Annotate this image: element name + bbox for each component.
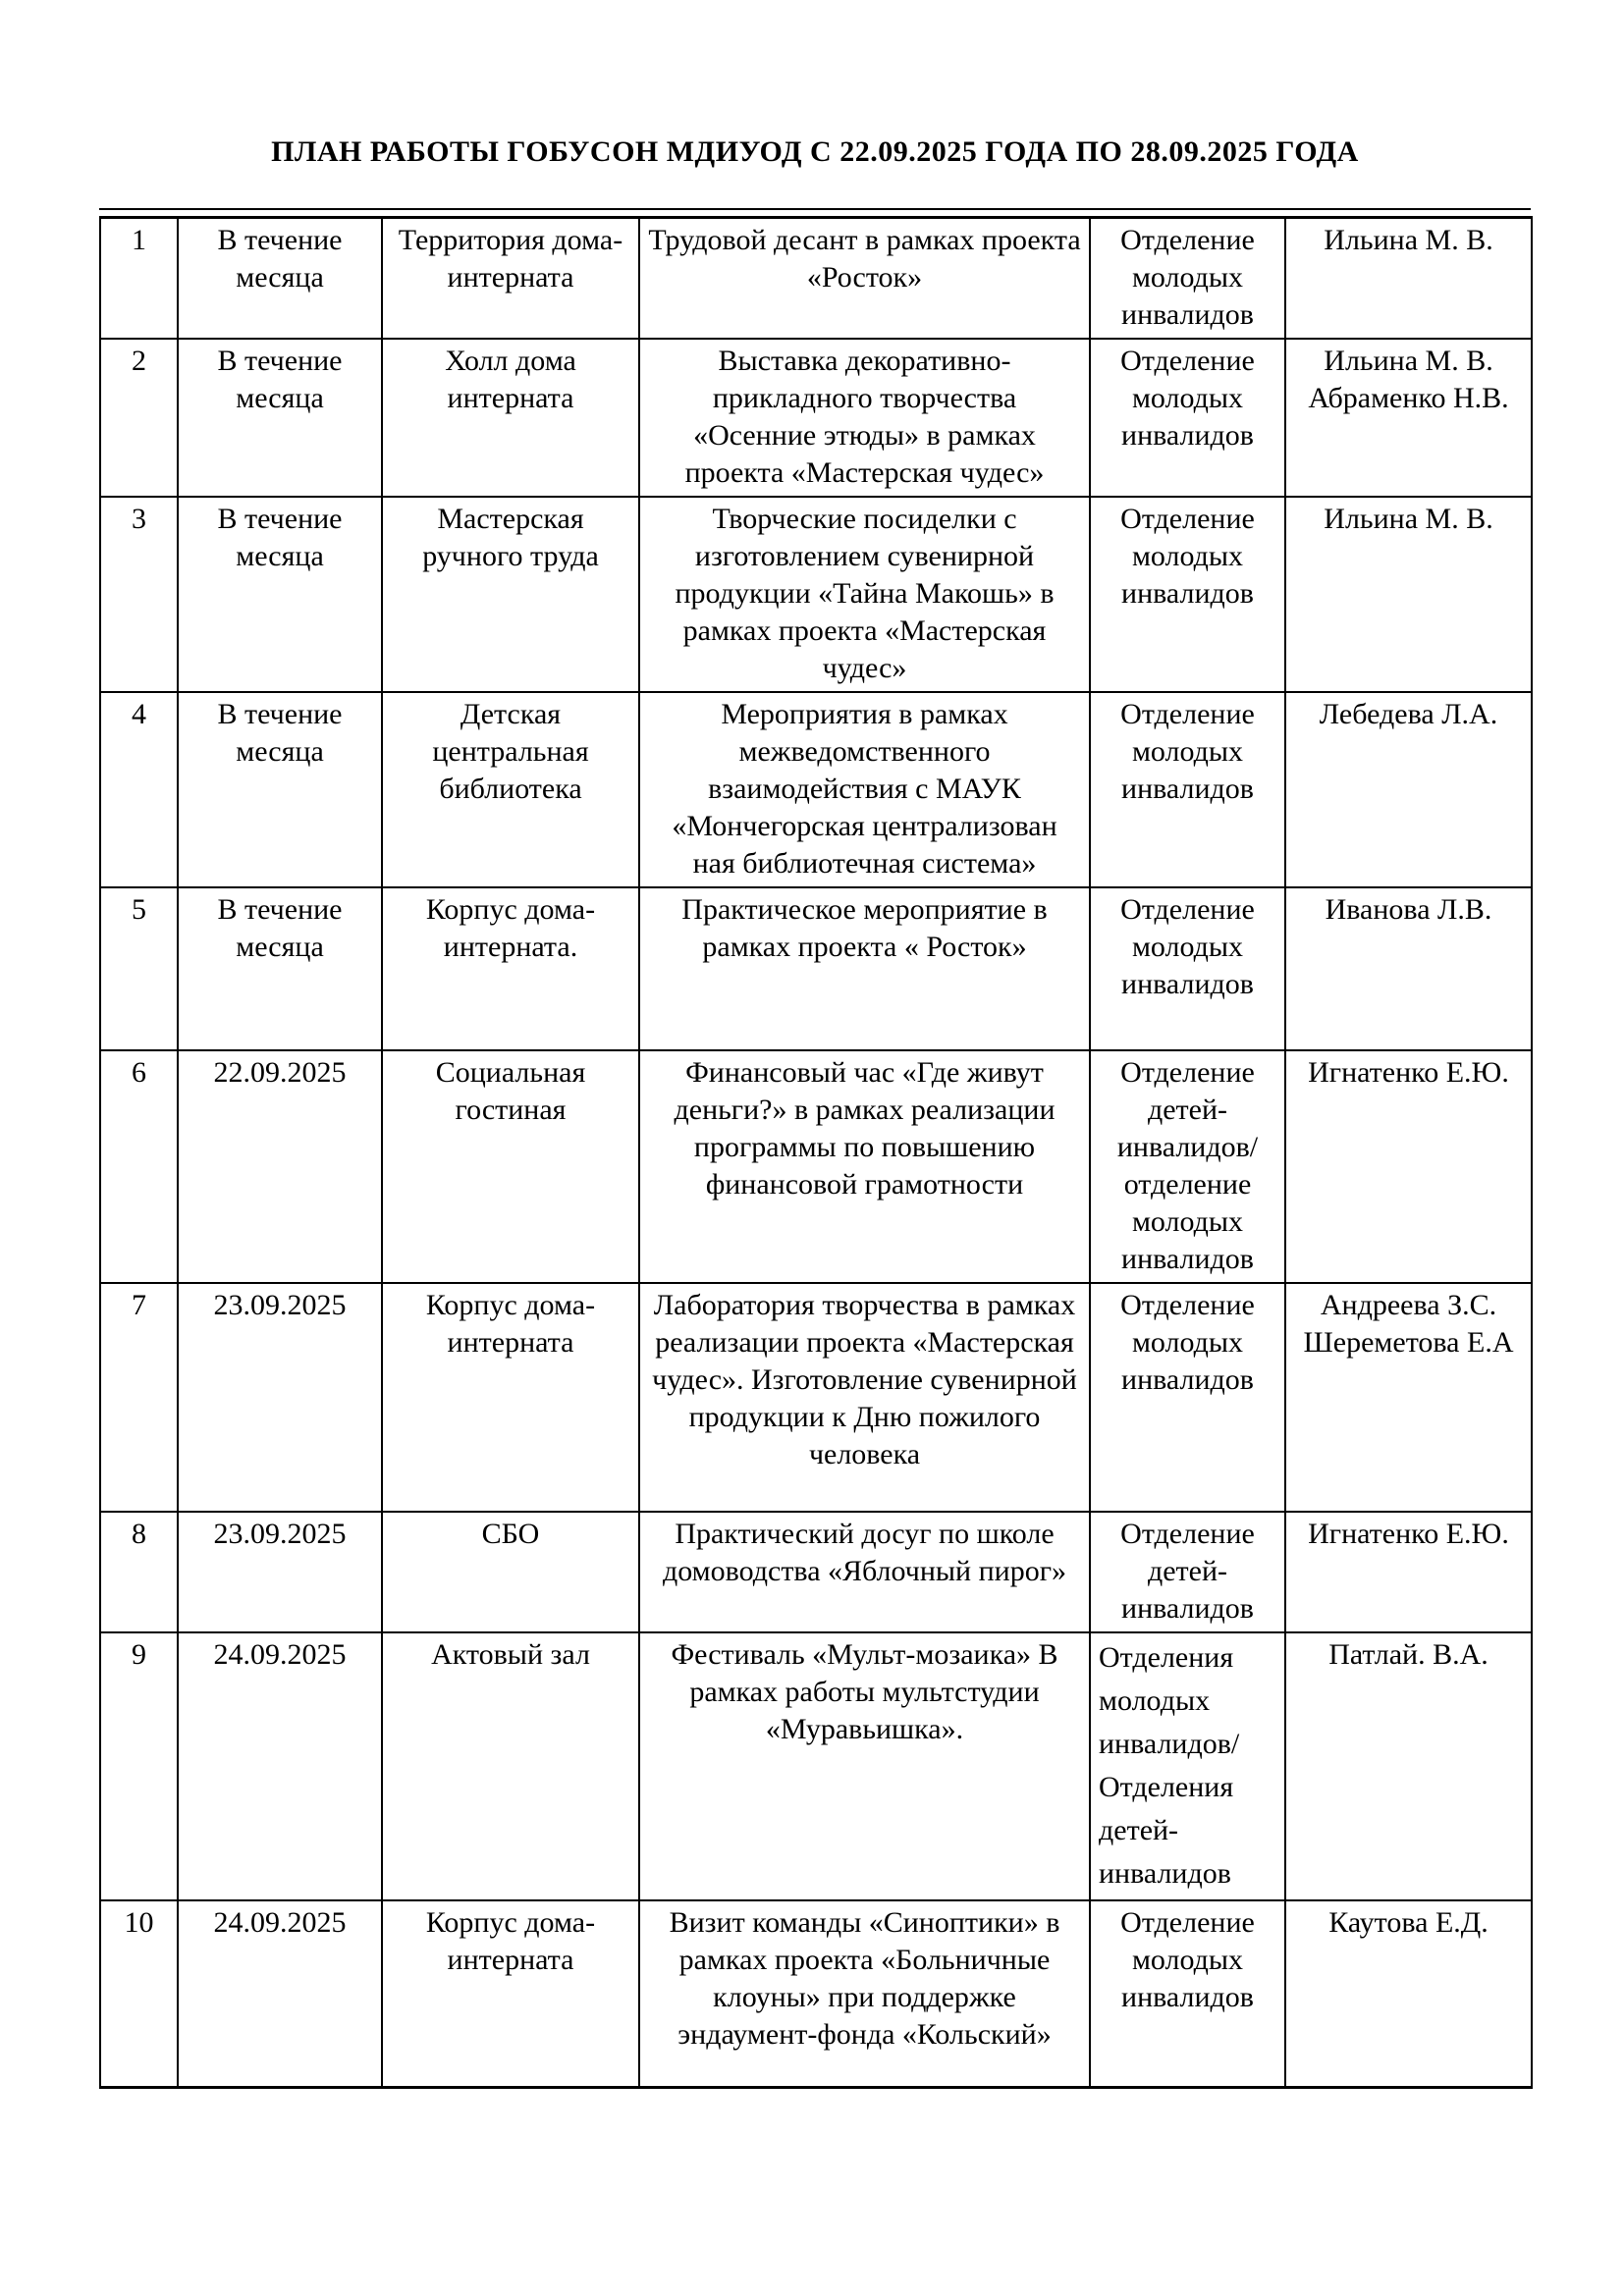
cell-responsible: Игнатенко Е.Ю.: [1285, 1050, 1532, 1283]
work-plan-table: [99, 216, 1533, 2089]
cell-event: Практическое мероприятие в рамках проекта « Росток»: [639, 887, 1090, 1050]
cell-date: В течение месяца: [178, 339, 382, 497]
cell-location: Корпус дома-интерната.: [382, 887, 639, 1050]
cell-responsible: Каутова Е.Д.: [1285, 1900, 1532, 2087]
cell-responsible: Игнатенко Е.Ю.: [1285, 1512, 1532, 1632]
cell-event: Мероприятия в рамках межведомственного взаимодействия с МАУК «Мончегорская централизован ная библиотечная система»: [639, 692, 1090, 887]
cell-responsible: Ильина М. В.: [1285, 497, 1532, 692]
table-row: [100, 1512, 1532, 1632]
cell-department: Отделение детей-инвалидов: [1090, 1512, 1285, 1632]
cell-location: Актовый зал: [382, 1632, 639, 1900]
table-row: [100, 1632, 1532, 1900]
cell-event: Выставка декоративно-прикладного творчества «Осенние этюды» в рамках проекта «Мастерская чудес»: [639, 339, 1090, 497]
cell-department: Отделение молодых инвалидов: [1090, 1900, 1285, 2087]
cell-department: Отделение молодых инвалидов: [1090, 339, 1285, 497]
cell-location: Корпус дома-интерната: [382, 1900, 639, 2087]
table-row: [100, 1900, 1532, 2087]
cell-responsible: Лебедева Л.А.: [1285, 692, 1532, 887]
cell-event: Финансовый час «Где живут деньги?» в рамках реализации программы по повышению финансовой грамотности: [639, 1050, 1090, 1283]
cell-department: Отделение молодых инвалидов: [1090, 497, 1285, 692]
table-row: [100, 887, 1532, 1050]
cell-row-number: 1: [100, 218, 178, 340]
cell-location: СБО: [382, 1512, 639, 1632]
cell-location: Холл дома интерната: [382, 339, 639, 497]
cell-event: Визит команды «Синоптики» в рамках проекта «Больничные клоуны» при поддержке эндаумент-фонда «Кольский»: [639, 1900, 1090, 2087]
plan-table-body: [100, 218, 1532, 2088]
cell-location: Мастерская ручного труда: [382, 497, 639, 692]
cell-date: В течение месяца: [178, 218, 382, 340]
cell-department: Отделение молодых инвалидов: [1090, 218, 1285, 340]
cell-date: 24.09.2025: [178, 1900, 382, 2087]
cell-row-number: 8: [100, 1512, 178, 1632]
cell-responsible: Иванова Л.В.: [1285, 887, 1532, 1050]
cell-row-number: 6: [100, 1050, 178, 1283]
document-content: [99, 0, 1531, 2089]
cell-row-number: 10: [100, 1900, 178, 2087]
cell-department: Отделение молодых инвалидов: [1090, 1283, 1285, 1512]
page-title: ПЛАН РАБОТЫ ГОБУСОН МДИУОД С 22.09.2025 ГОДА ПО 28.09.2025 ГОДА: [271, 135, 1359, 168]
cell-event: Фестиваль «Мульт-мозаика» В рамках работы мультстудии «Муравьишка».: [639, 1632, 1090, 1900]
cell-location: Корпус дома-интерната: [382, 1283, 639, 1512]
cell-event: Трудовой десант в рамках проекта «Росток»: [639, 218, 1090, 340]
cell-location: Социальная гостиная: [382, 1050, 639, 1283]
cell-responsible: Андреева З.С. Шереметова Е.А: [1285, 1283, 1532, 1512]
cell-row-number: 2: [100, 339, 178, 497]
cell-row-number: 5: [100, 887, 178, 1050]
cell-row-number: 9: [100, 1632, 178, 1900]
cell-responsible: Ильина М. В.: [1285, 218, 1532, 340]
cell-department: Отделение детей-инвалидов/ отделение молодых инвалидов: [1090, 1050, 1285, 1283]
cell-date: 23.09.2025: [178, 1512, 382, 1632]
cell-event: Лаборатория творчества в рамках реализации проекта «Мастерская чудес». Изготовление сувенирной продукции к Дню пожилого человека: [639, 1283, 1090, 1512]
table-row: [100, 692, 1532, 887]
top-rule-divider: [99, 208, 1531, 210]
cell-date: В течение месяца: [178, 497, 382, 692]
table-row: [100, 497, 1532, 692]
table-row: [100, 1050, 1532, 1283]
table-row: [100, 339, 1532, 497]
cell-row-number: 7: [100, 1283, 178, 1512]
table-row: [100, 218, 1532, 340]
cell-department: Отделение молодых инвалидов: [1090, 887, 1285, 1050]
cell-row-number: 4: [100, 692, 178, 887]
cell-location: Детская центральная библиотека: [382, 692, 639, 887]
cell-responsible: Ильина М. В. Абраменко Н.В.: [1285, 339, 1532, 497]
cell-responsible: Патлай. В.А.: [1285, 1632, 1532, 1900]
cell-date: В течение месяца: [178, 887, 382, 1050]
cell-row-number: 3: [100, 497, 178, 692]
cell-department: Отделения молодых инвалидов/ Отделения детей-инвалидов: [1090, 1632, 1285, 1900]
cell-event: Творческие посиделки с изготовлением сувенирной продукции «Тайна Макошь» в рамках проекта «Мастерская чудес»: [639, 497, 1090, 692]
cell-date: 23.09.2025: [178, 1283, 382, 1512]
cell-department: Отделение молодых инвалидов: [1090, 692, 1285, 887]
cell-date: 24.09.2025: [178, 1632, 382, 1900]
cell-event: Практический досуг по школе домоводства «Яблочный пирог»: [639, 1512, 1090, 1632]
cell-location: Территория дома-интерната: [382, 218, 639, 340]
table-row: [100, 1283, 1532, 1512]
cell-date: В течение месяца: [178, 692, 382, 887]
cell-date: 22.09.2025: [178, 1050, 382, 1283]
